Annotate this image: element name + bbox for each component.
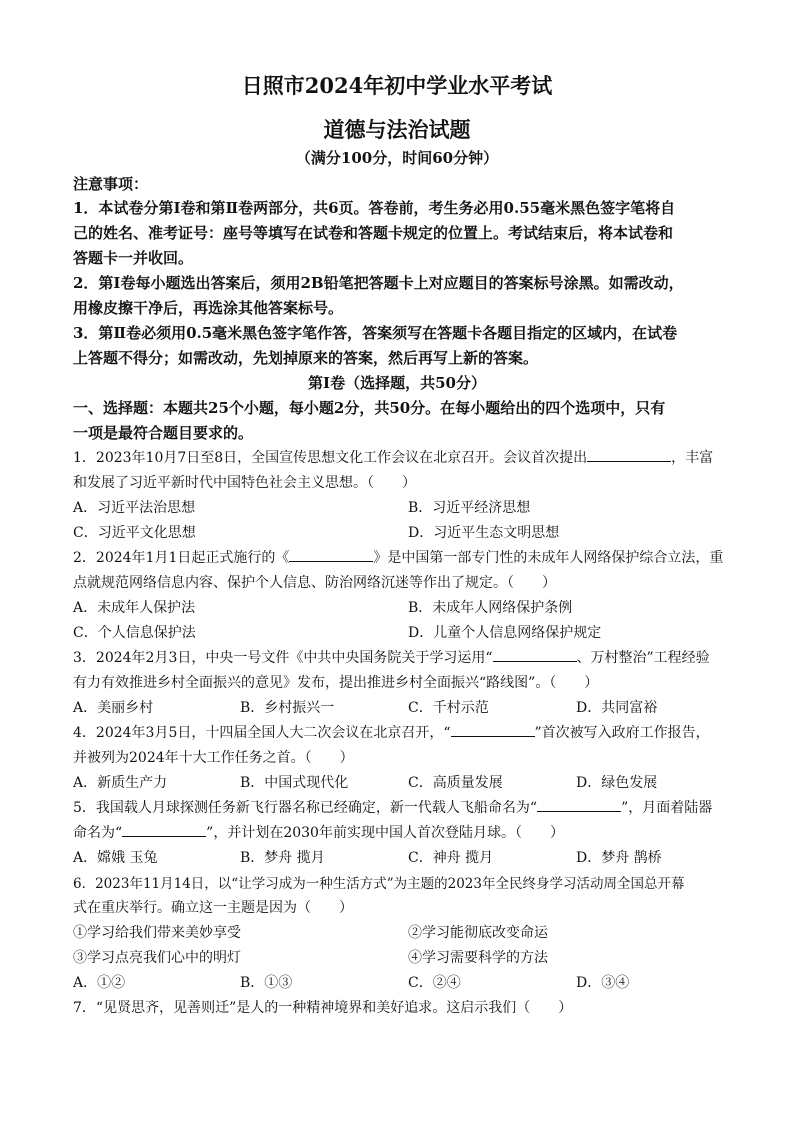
q5-blank-1	[537, 799, 621, 812]
q1-stem-line1: 1．2023年10月7日至8日，全国宣传思想文化工作会议在北京召开。会议首次提出 ，丰富	[73, 450, 714, 466]
q1-option-a: A．习近平法治思想	[73, 500, 196, 516]
q3-option-c: C．千村示范	[408, 700, 489, 716]
q4-option-d: D．绿色发展	[576, 775, 658, 791]
q3-stem-line1: 3．2024年2月3日，中央一号文件《中共中央国务院关于学习运用“ 、万村整治”工程经验	[73, 650, 710, 666]
q6-statement-3: ③学习点亮我们心中的明灯	[73, 950, 241, 966]
q1-option-c: C．习近平文化思想	[73, 525, 196, 541]
q3-option-b: B．乡村振兴一	[240, 700, 335, 716]
q6-statement-4: ④学习需要科学的方法	[408, 950, 548, 966]
q3-option-d: D．共同富裕	[576, 700, 658, 716]
q4-blank	[451, 724, 535, 737]
q6-stem-line1: 6．2023年11月14日，以“让学习成为一种生活方式”为主题的2023年全民终身学习活动周全国总开幕	[73, 876, 685, 892]
q4-option-a: A．新质生产力	[73, 775, 168, 791]
q4-option-b: B．中国式现代化	[240, 775, 349, 791]
q5-stem-line1: 5．我国载人月球探测任务新飞行器名称已经确定，新一代载人飞船命名为“ ”，月面着陆器	[73, 800, 713, 816]
notice-item3-line2: 上答题不得分；如需改动，先划掉原来的答案，然后再写上新的答案。	[73, 349, 539, 367]
q4-stem-line2: 并被列为2024年十大工作任务之首。（ ）	[73, 750, 354, 766]
notice-item1-line3: 答题卡一并收回。	[73, 249, 194, 267]
q5-stem-line2: 命名为“ ”，并计划在2030年前实现中国人首次登陆月球。（ ）	[73, 825, 564, 841]
q2-stem-line2: 点就规范网络信息内容、保护个人信息、防治网络沉迷等作出了规定。（ ）	[73, 575, 556, 591]
q5-option-b: B．梦舟 揽月	[240, 850, 325, 866]
q1-stem-line2: 和发展了习近平新时代中国特色社会主义思想。（ ）	[73, 475, 416, 491]
exam-title: 日照市2024年初中学业水平考试	[241, 73, 553, 98]
q6-option-d: D．③④	[576, 975, 630, 991]
q5-option-a: A．嫦娥 玉兔	[73, 850, 158, 866]
section1-instruction-line1: 一、选择题：本题共25个小题，每小题2分，共50分。在每小题给出的四个选项中，只有	[73, 399, 666, 417]
q2-option-d: D．儿童个人信息网络保护规定	[408, 625, 602, 641]
notice-item1-line2: 己的姓名、准考证号：座号等填写在试卷和答题卡规定的位置上。考试结束后，将本试卷和	[73, 224, 674, 242]
q1-blank	[587, 449, 671, 462]
q5-option-d: D．梦舟 鹊桥	[576, 850, 662, 866]
q5-blank-2	[122, 824, 206, 837]
q1-option-b: B．习近平经济思想	[408, 500, 531, 516]
subject-title: 道德与法治试题	[323, 117, 471, 142]
section1-instruction-line2: 一项是最符合题目要求的。	[73, 424, 254, 442]
q1-option-d: D．习近平生态文明思想	[408, 525, 560, 541]
q6-option-a: A．①②	[73, 975, 126, 991]
q6-option-c: C．②④	[408, 975, 461, 991]
notice-item2-line1: 2．第Ⅰ卷每小题选出答案后，须用2B铅笔把答题卡上对应题目的答案标号涂黑。如需改动，	[73, 274, 684, 292]
notice-item3-line1: 3．第Ⅱ卷必须用0.5毫米黑色签字笔作答，答案须写在答题卡各题目指定的区域内，在试卷	[73, 324, 678, 342]
q6-option-b: B．①③	[240, 975, 293, 991]
q2-option-c: C．个人信息保护法	[73, 625, 196, 641]
q4-option-c: C．高质量发展	[408, 775, 503, 791]
notice-item1-line1: 1．本试卷分第Ⅰ卷和第Ⅱ卷两部分，共6页。答卷前，考生务必用0.55毫米黑色签字笔将自	[73, 199, 676, 217]
q3-blank	[493, 649, 577, 662]
q6-statement-2: ②学习能彻底改变命运	[408, 925, 548, 941]
notice-heading: 注意事项：	[73, 175, 149, 193]
section1-title: 第Ⅰ卷（选择题，共50分）	[308, 374, 486, 392]
q2-stem-line1: 2．2024年1月1日起正式施行的《 》是中国第一部专门性的未成年人网络保护综合立法，重	[73, 550, 724, 566]
score-time: （满分100分，时间60分钟）	[295, 149, 499, 167]
q2-blank	[289, 549, 373, 562]
q2-option-a: A．未成年人保护法	[73, 600, 196, 616]
q4-stem-line1: 4．2024年3月5日，十四届全国人大二次会议在北京召开，“ ”首次被写入政府工作报告，	[73, 725, 710, 741]
q2-option-b: B．未成年人网络保护条例	[408, 600, 573, 616]
notice-item2-line2: 用橡皮擦干净后，再选涂其他答案标号。	[73, 299, 344, 317]
q7-stem-line1: 7．“见贤思齐，见善则迁”是人的一种精神境界和美好追求。这启示我们（ ）	[73, 1000, 573, 1016]
q5-option-c: C．神舟 揽月	[408, 850, 494, 866]
q6-statement-1: ①学习给我们带来美妙享受	[73, 925, 241, 941]
q3-option-a: A．美丽乡村	[73, 700, 154, 716]
q6-stem-line2: 式在重庆举行。确立这一主题是因为（ ）	[73, 900, 353, 916]
q3-stem-line2: 有力有效推进乡村全面振兴的意见》发布，提出推进乡村全面振兴“路线图”。（ ）	[73, 675, 599, 691]
